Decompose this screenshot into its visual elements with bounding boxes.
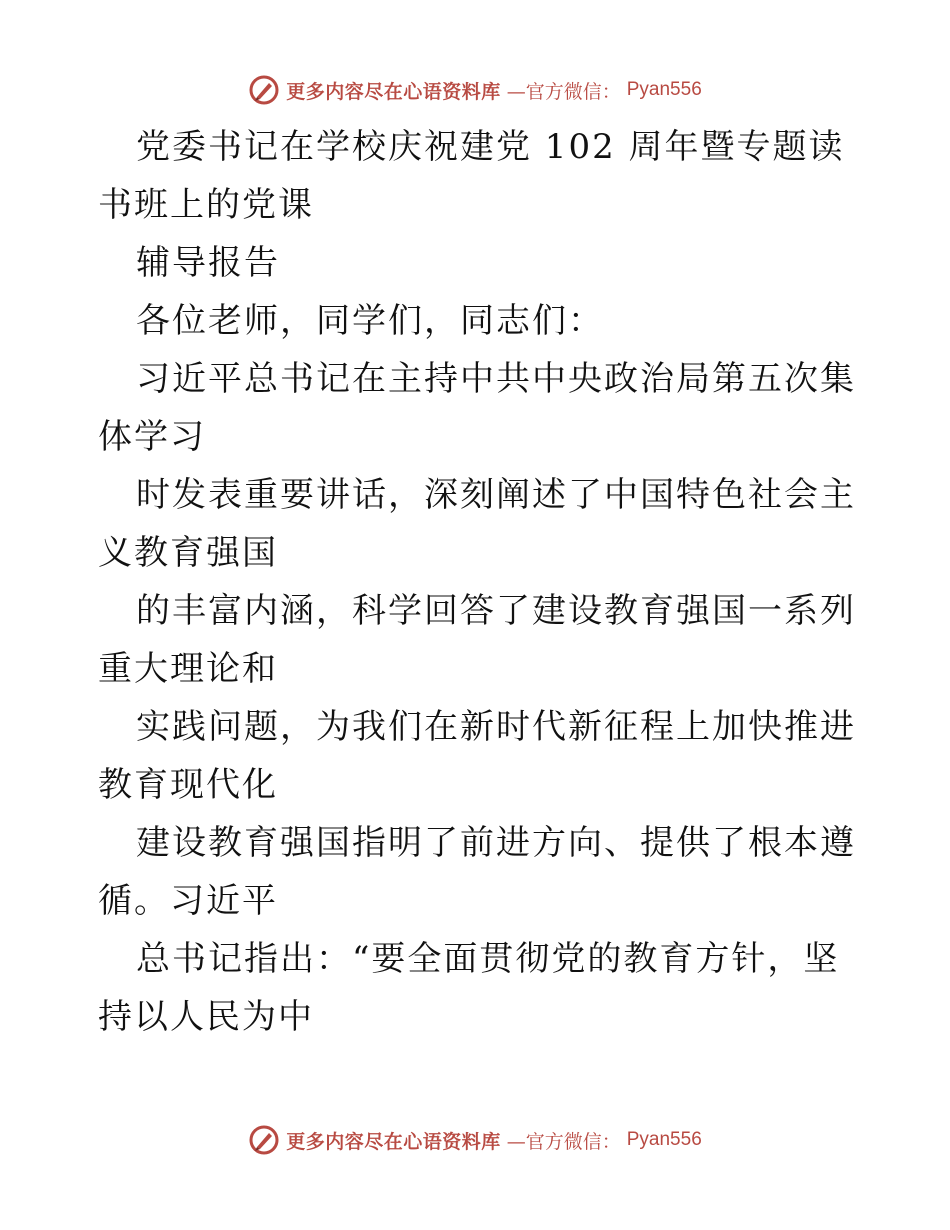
pen-logo-icon <box>248 74 280 106</box>
document-paragraph: 习近平总书记在主持中共中央政治局第五次集体学习 <box>98 359 856 457</box>
banner-wechat-id: Pyan556 <box>626 79 702 100</box>
document-paragraph: 时发表重要讲话，深刻阐述了中国特色社会主义教育强国 <box>98 475 856 573</box>
document-body <box>98 118 858 1046</box>
document-paragraph: 实践问题，为我们在新时代新征程上加快推进教育现代化 <box>98 707 856 805</box>
header-watermark-banner <box>0 70 950 110</box>
pen-logo-icon <box>248 1124 280 1156</box>
document-paragraph: 辅导报告 <box>136 243 280 283</box>
document-paragraph: 建设教育强国指明了前进方向、提供了根本遵循。习近平 <box>98 823 856 921</box>
banner-separator-text: —官方微信： <box>506 80 621 103</box>
document-paragraph: 党委书记在学校庆祝建党 102 周年暨专题读书班上的党课 <box>98 127 845 225</box>
banner-main-text: 更多内容尽在心语资料库 <box>286 80 501 103</box>
banner-wechat-id: Pyan556 <box>626 1129 702 1150</box>
document-paragraph: 总书记指出：“要全面贯彻党的教育方针，坚持以人民为中 <box>98 939 840 1037</box>
document-paragraph: 的丰富内涵，科学回答了建设教育强国一系列重大理论和 <box>98 591 856 689</box>
document-paragraph: 各位老师，同学们，同志们： <box>136 301 604 341</box>
banner-main-text: 更多内容尽在心语资料库 <box>286 1130 501 1153</box>
footer-watermark-banner <box>0 1120 950 1160</box>
banner-separator-text: —官方微信： <box>506 1130 621 1153</box>
